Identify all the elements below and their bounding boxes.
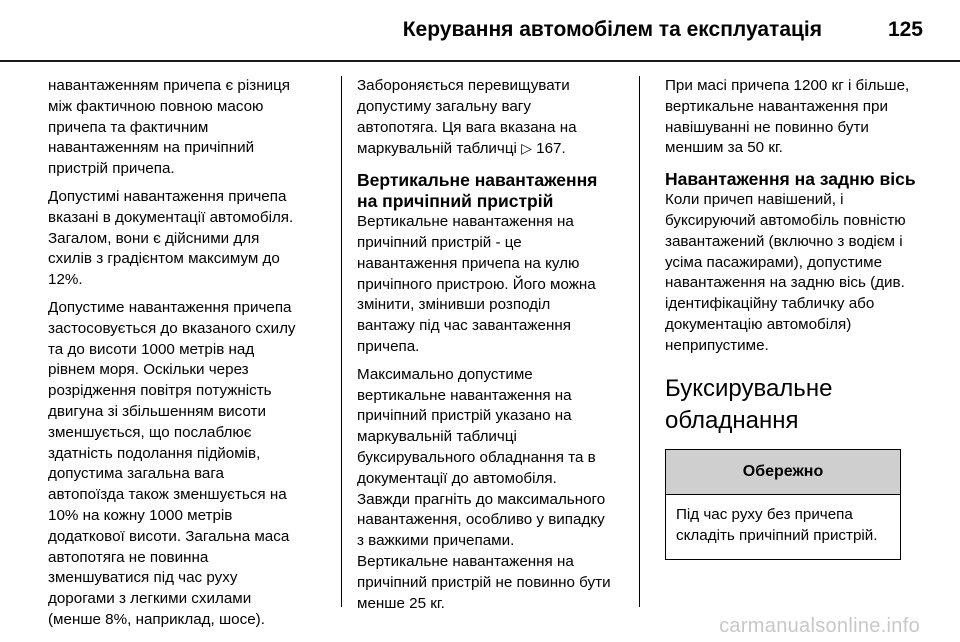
text-line: допустиму загальну вагу	[357, 97, 531, 115]
text-line: причіпний пристрій не повинно бути	[357, 573, 611, 591]
chapter-title: Керування автомобілем та експлуатація	[402, 18, 822, 41]
text-line: автопотяга. Ця вага вказана на	[357, 118, 577, 136]
paragraph	[357, 76, 629, 160]
page-reference: 167.	[531, 140, 566, 158]
caution-title: Обережно	[666, 450, 900, 495]
text-line: завантажений (включно з водієм і	[665, 232, 903, 250]
text-line: Вертикальне навантаження на	[357, 213, 574, 231]
text-line: дорогами з легкими схилами	[48, 590, 252, 608]
text-line: маркувальній табличці	[357, 140, 522, 158]
text-line: меншим за 50 кг.	[665, 139, 783, 157]
text-line: з важкими причепами.	[357, 532, 515, 550]
text-line: навантаження, особливо у випадку	[357, 511, 605, 529]
paragraph	[48, 187, 338, 291]
text-line: буксирувального обладнання та в	[357, 448, 596, 466]
text-line: пристрій причепа.	[48, 160, 175, 178]
column-2	[357, 76, 629, 621]
paragraph	[357, 365, 629, 615]
watermark	[719, 615, 920, 638]
text-line: документації до автомобіля.	[357, 469, 557, 487]
paragraph	[665, 190, 925, 356]
paragraph	[665, 76, 925, 159]
paragraph	[48, 298, 338, 631]
text-line: причепа та фактичним	[48, 118, 209, 136]
text-line: причіпного пристрою. Його можна	[357, 275, 596, 293]
text-line: навантаження на задню вісь (див.	[665, 274, 905, 292]
heading-line: Вертикальне навантаження	[357, 170, 598, 191]
text-line: навантаження причепа на кулю	[357, 254, 580, 272]
paragraph	[357, 212, 629, 358]
text-line: 12%.	[48, 271, 83, 289]
text-line: розрідження повітря потужність	[48, 382, 272, 400]
text-line: схилів з градієнтом максимум до	[48, 250, 280, 268]
text-line: Допустимі навантаження причепа	[48, 187, 287, 205]
text-line: вантажу під час завантаження	[357, 317, 571, 335]
text-line: причіпний пристрій указано на	[357, 407, 572, 425]
text-line: Забороняється перевищувати	[357, 77, 570, 94]
text-line: допустима загальна вага	[48, 465, 224, 483]
text-line: двигуна зі збільшенням висоти	[48, 402, 266, 420]
text-line: зменшуватися під час руху	[48, 569, 238, 587]
watermark-text: carmanualsonline	[719, 615, 881, 637]
text-line: менше 25 кг.	[357, 594, 445, 612]
caution-box	[665, 449, 901, 560]
text-line: автопоїзда також зменшується на	[48, 486, 287, 504]
text-line: додаткової висоти. Загальна маса	[48, 527, 290, 545]
text-line: 10% на кожну 1000 метрів	[48, 506, 233, 524]
watermark-domain: .info	[880, 615, 920, 637]
column-divider-1	[341, 76, 342, 607]
column-divider-2	[639, 76, 640, 607]
caution-text	[666, 495, 900, 559]
reference-arrow-icon[interactable]: ▷	[521, 140, 532, 157]
text-line: ідентифікаційну табличку або	[665, 295, 875, 313]
title-line: обладнання	[665, 406, 799, 434]
text-line: причіпний пристрій - це	[357, 233, 522, 251]
text-line: навантаженням причепа є різниця	[48, 77, 291, 94]
text-line: Загалом, вони є дійсними для	[48, 229, 260, 247]
page-number: 125	[887, 18, 923, 41]
text-line: навантаженням на причіпний	[48, 139, 255, 157]
text-line: маркувальній табличці	[357, 428, 517, 446]
column-1	[48, 76, 338, 638]
text-line: вертикальне навантаження при	[665, 97, 888, 115]
text-line: Коли причеп навішений, і	[665, 191, 844, 209]
text-line: Під час руху без причепа	[676, 506, 853, 524]
text-line: усіма пасажирами), допустиме	[665, 253, 883, 271]
text-line: автопотяга не повинна	[48, 548, 209, 566]
text-line: причепа.	[357, 337, 420, 355]
section-heading	[357, 170, 629, 212]
text-line: зменшується, що послаблює	[48, 423, 252, 441]
header-divider	[0, 60, 960, 62]
text-line: Максимально допустиме	[357, 365, 533, 383]
text-line: між фактичною повною масою	[48, 97, 264, 115]
title-line: Буксирувальне	[665, 374, 833, 402]
heading-line: на причіпний пристрій	[357, 191, 554, 212]
text-line: При масі причепа 1200 кг і більше,	[665, 77, 910, 94]
text-line: Завжди прагніть до максимального	[357, 490, 606, 508]
text-line: складіть причіпний пристрій.	[676, 527, 878, 545]
text-line: неприпустиме.	[665, 336, 769, 354]
text-line: рівнем моря. Оскільки через	[48, 361, 249, 379]
section-title	[665, 373, 925, 437]
text-line: Допустиме навантаження причепа	[48, 298, 292, 316]
text-line: вказані в документації автомобіля.	[48, 208, 294, 226]
text-line: Вертикальне навантаження на	[357, 552, 574, 570]
text-line: навішуванні не повинно бути	[665, 118, 869, 136]
column-3	[665, 76, 925, 560]
text-line: та до висоти 1000 метрів над	[48, 340, 255, 358]
text-line: документацію автомобіля)	[665, 315, 852, 333]
text-line: змінити, змінивши розподіл	[357, 296, 551, 314]
text-line: (менше 8%, наприклад, шосе).	[48, 610, 265, 628]
text-line: здатність подолання підйомів,	[48, 444, 261, 462]
text-line: вертикальне навантаження на	[357, 386, 572, 404]
text-line: буксируючий автомобіль повністю	[665, 211, 906, 229]
paragraph	[48, 76, 338, 180]
section-heading: Навантаження на задню вісь	[665, 169, 916, 190]
text-line: застосовується до вказаного схилу	[48, 319, 296, 337]
